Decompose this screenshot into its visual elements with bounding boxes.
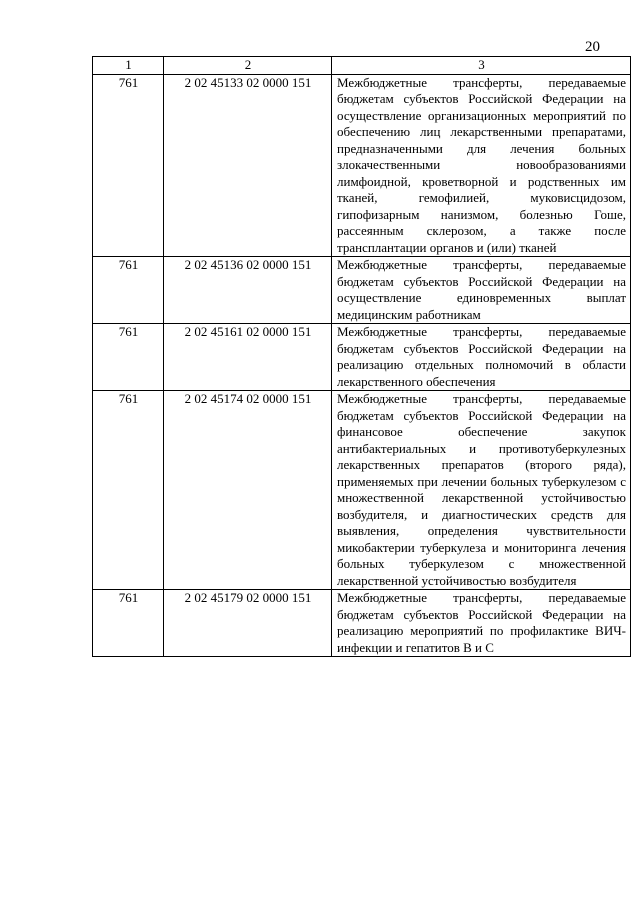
description-cell: Межбюджетные трансферты, передаваемые бюджетам субъектов Российской Федерации на осуществление единовременных выплат медицинским работникам	[332, 257, 631, 324]
kbk-code-cell: 2 02 45136 02 0000 151	[164, 257, 332, 324]
kbk-code-cell: 2 02 45179 02 0000 151	[164, 590, 332, 657]
kbk-code-cell: 2 02 45161 02 0000 151	[164, 324, 332, 391]
kbk-code-cell: 2 02 45133 02 0000 151	[164, 74, 332, 257]
admin-code-cell: 761	[93, 590, 164, 657]
admin-code-cell: 761	[93, 391, 164, 590]
description-cell: Межбюджетные трансферты, передаваемые бюджетам субъектов Российской Федерации на реализацию мероприятий по профилактике ВИЧ-инфекции и гепатитов В и С	[332, 590, 631, 657]
table-row	[93, 257, 631, 324]
admin-code-cell: 761	[93, 257, 164, 324]
column-header-1: 1	[93, 57, 164, 75]
budget-classification-table	[92, 56, 631, 657]
description-cell: Межбюджетные трансферты, передаваемые бюджетам субъектов Российской Федерации на осуществление организационных мероприятий по обеспечению лиц лекарственными препаратами, предназначенными для лечения больных злокачественными новообразованиями лимфоидной, кроветворной и родственных им тканей, гемофилией, муковисцидозом, гипофизарным нанизмом, болезнью Гоше, рассеянным склерозом, а также после трансплантации органов и (или) тканей	[332, 74, 631, 257]
table-header-row	[93, 57, 631, 75]
column-header-3: 3	[332, 57, 631, 75]
page-number: 20	[585, 39, 600, 55]
column-header-2: 2	[164, 57, 332, 75]
admin-code-cell: 761	[93, 74, 164, 257]
table-row	[93, 324, 631, 391]
description-cell: Межбюджетные трансферты, передаваемые бюджетам субъектов Российской Федерации на реализацию отдельных полномочий в области лекарственного обеспечения	[332, 324, 631, 391]
table-row	[93, 74, 631, 257]
table-row	[93, 391, 631, 590]
kbk-code-cell: 2 02 45174 02 0000 151	[164, 391, 332, 590]
table-row	[93, 590, 631, 657]
admin-code-cell: 761	[93, 324, 164, 391]
description-cell: Межбюджетные трансферты, передаваемые бюджетам субъектов Российской Федерации на финансовое обеспечение закупок антибактериальных и противотуберкулезных лекарственных препаратов (второго ряда), применяемых при лечении больных туберкулезом с множественной лекарственной устойчивостью возбудителя, и диагностических средств для выявления, определения чувствительности микобактерии туберкулеза и мониторинга лечения больных туберкулезом с множественной лекарственной устойчивостью возбудителя	[332, 391, 631, 590]
